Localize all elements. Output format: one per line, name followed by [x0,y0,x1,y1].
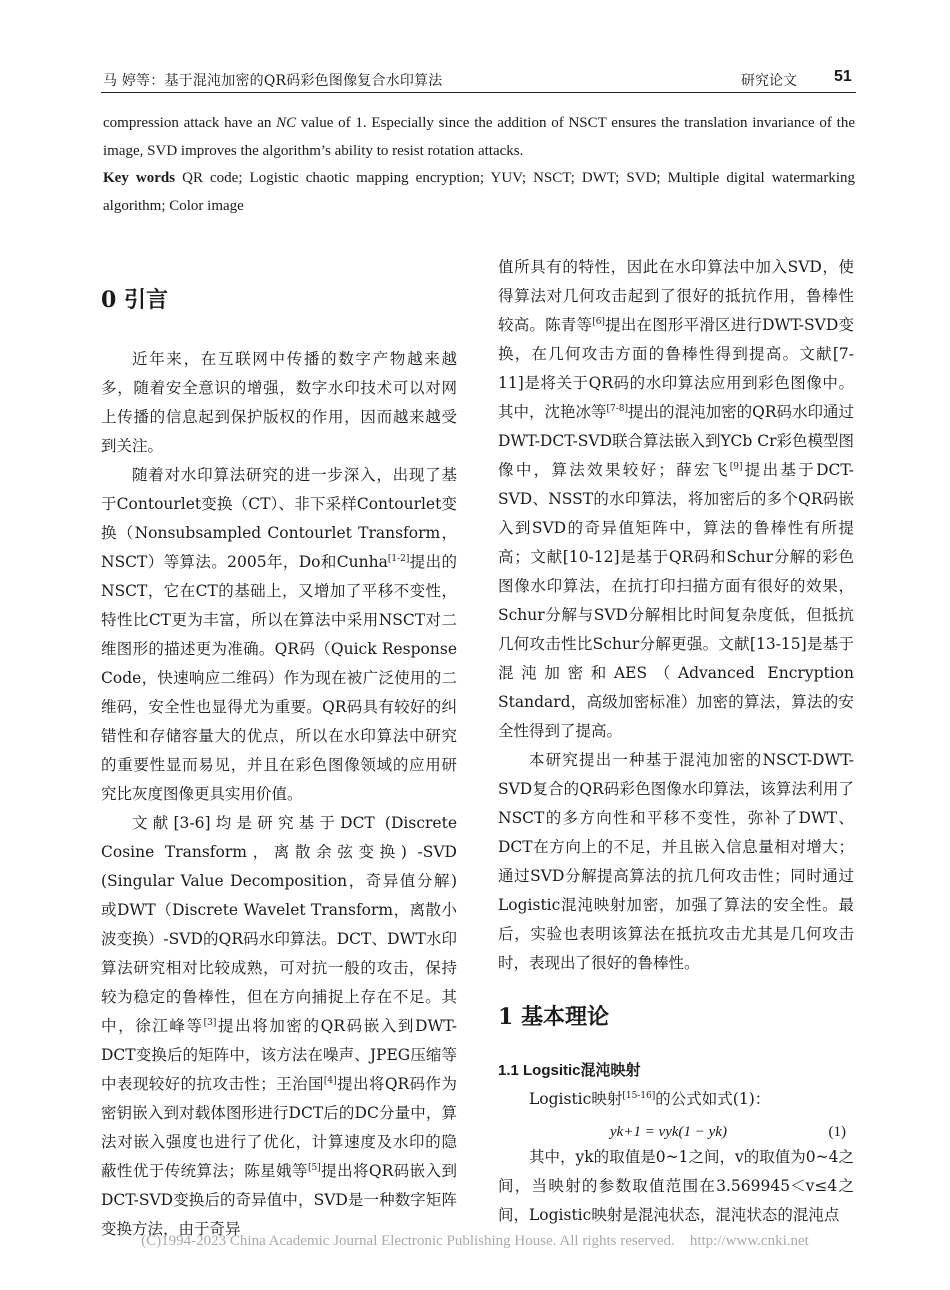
header-divider [101,92,856,93]
nc-term: NC [276,115,297,131]
copyright-footer [0,1233,950,1250]
intro-paragraph-2: 随着对水印算法研究的进一步深入，出现了基于Contourlet变换（CT）、非下采样Contourlet变换（Nonsubsampled Contourlet Transform，NSCT）等算法。2005年，Do和Cunha[1-2]提出的NSCT，它在CT的基础上，又增加了平移不变性，特性比CT更为丰富，所以在算法中采用NSCT对二维图形的描述更为准确。QR码（Quick Response Code，快速响应二维码）作为现在被广泛使用的二维码，安全性也显得尤为重要。QR码具有较好的纠错性和存储容量大的优点，所以在水印算法中研究的重要性显而易见，并且在彩色图像领域的应用研究比灰度图像更具实用价值。 [101,466,457,803]
section-heading-introduction: 0 引言 [101,287,168,313]
abstract-paragraph: compression attack have an NC value of 1. Especially since the addition of NSCT ensures the translation invariance of the image, SVD improves the algorithm’s ability to resist rotation attacks. [103,115,855,159]
keywords: Key words QR code; Logistic chaotic mapping encryption; YUV; NSCT; DWT; SVD; Multiple digital watermarking algorithm; Color image [103,170,856,214]
section-category: 研究论文 [741,73,797,89]
right-column [498,253,854,1230]
copyright-text: (C)1994-2023 China Academic Journal Electronic Publishing House. All rights reserved. [141,1233,675,1249]
section-heading-basic-theory: 1 基本理论 [498,1004,609,1030]
intro-paragraph-3: 文献[3-6]均是研究基于DCT (Discrete Cosine Transform，离散余弦变换) -SVD (Singular Value Decomposition，奇异值分解)或DWT（Discrete Wavelet Transform，离散小波变换）-SVD的QR码水印算法。DCT、DWT水印算法研究相对比较成熟，可对抗一般的攻击，保持较为稳定的鲁棒性，但在方向捕捉上存在不足。其中，徐江峰等[3]提出将加密的QR码嵌入到DWT-DCT变换后的矩阵中，该方法在噪声、JPEG压缩等中表现较好的抗攻击性；王治国[4]提出将QR码作为密钥嵌入到对载体图形进行DCT后的DC分量中，算法对嵌入强度也进行了优化，计算速度及水印的隐蔽性优于传统算法；陈星娥等[5]提出将QR码嵌入到DCT-SVD变换后的奇异值中，SVD是一种数字矩阵变换方法，由于奇异 [101,814,457,1238]
intro-paragraph-4: 本研究提出一种基于混沌加密的NSCT-DWT-SVD复合的QR码彩色图像水印算法，该算法利用了NSCT的多方向性和平移不变性，弥补了DWT、DCT在方向上的不足，并且嵌入信息量相对增大；通过SVD分解提高算法的抗几何攻击性；同时通过Logistic混沌映射加密，加强了算法的安全性。最后，实验也表明该算法在抵抗攻击尤其是几何攻击时，表现出了很好的鲁棒性。 [498,751,854,972]
logistic-explanation: 其中，yk的取值是0~1之间，v的取值为0~4之间，当映射的参数取值范围在3.569945＜v≤4之间，Logistic映射是混沌状态，混沌状态的混沌点 [498,1148,854,1224]
logistic-intro: Logistic映射[15-16]的公式如式(1)： [529,1090,771,1108]
equation-1 [498,1114,854,1143]
keywords-label: Key words [103,170,176,186]
cnki-url: http://www.cnki.net [689,1233,809,1249]
left-column [101,285,457,1244]
intro-paragraph-3-continued: 值所具有的特性，因此在水印算法中加入SVD，使得算法对几何攻击起到了很好的抵抗作用，鲁棒性较高。陈青等[6]提出在图形平滑区进行DWT-SVD变换，在几何攻击方面的鲁棒性得到提高。文献[7-11]是将关于QR码的水印算法应用到彩色图像中。其中，沈艳冰等[7-8]提出的混沌加密的QR码水印通过DWT-DCT-SVD联合算法嵌入到YCb Cr彩色模型图像中，算法效果较好；薛宏飞[9]提出基于DCT-SVD、NSST的水印算法，将加密后的多个QR码嵌入到SVD的奇异值矩阵中，算法的鲁棒性有所提高；文献[10-12]是基于QR码和Schur分解的彩色图像水印算法，在抗打印扫描方面有很好的效果，Schur分解与SVD分解相比时间复杂度低，但抵抗几何攻击性比Schur分解更强。文献[13-15]是基于混沌加密和AES（Advanced Encryption Standard，高级加密标准）加密的算法，算法的安全性得到了提高。 [498,258,854,740]
running-title: 马 婷等：基于混沌加密的QR码彩色图像复合水印算法 [103,73,443,89]
equation-number: (1) [828,1124,846,1140]
intro-paragraph-1: 近年来，在互联网中传播的数字产物越来越多，随着安全意识的增强，数字水印技术可以对网上传播的信息起到保护版权的作用，因而越来越受到关注。 [101,350,457,455]
equation-formula: yk+1 = vyk(1 − yk) [610,1124,727,1140]
page-number: 51 [834,68,852,85]
english-abstract [103,110,855,220]
subsection-heading-logistic: 1.1 Logsitic混沌映射 [498,1062,641,1079]
